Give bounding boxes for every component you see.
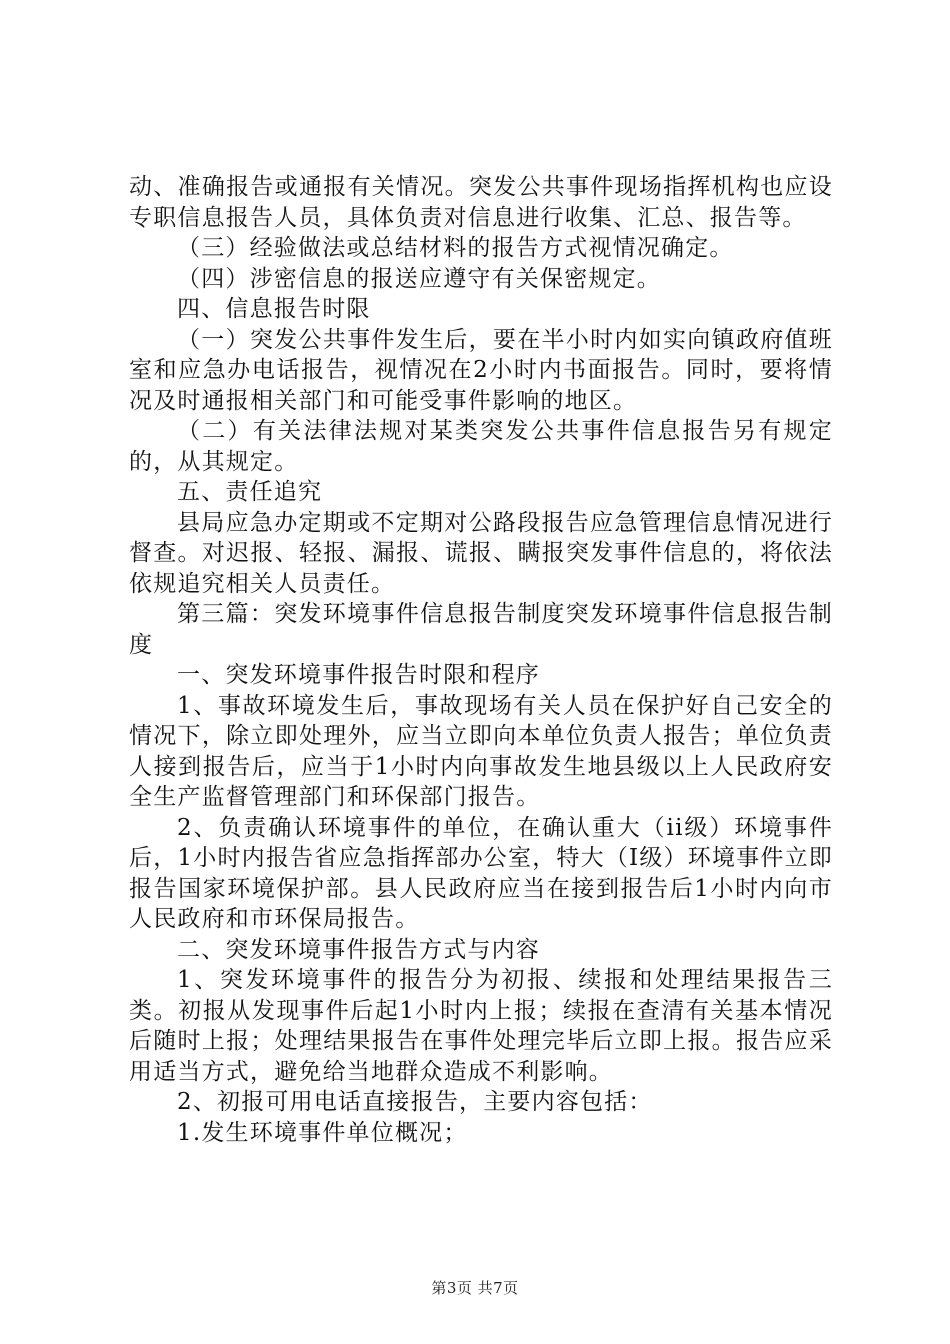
paragraph: （二）有关法律法规对某类突发公共事件信息报告另有规定的，从其规定。 [129, 418, 833, 475]
page-number-label: 第3页 共7页 [431, 1279, 519, 1297]
paragraph: 1.发生环境事件单位概况； [177, 1119, 468, 1146]
paragraph: 县局应急办定期或不定期对公路段报告应急管理信息情况进行督查。对迟报、轻报、漏报、谎报、瞒报突发事件信息的，将依法依规追究相关人员责任。 [129, 509, 833, 597]
section-heading: 二、突发环境事件报告方式与内容 [177, 936, 540, 963]
paragraph: 动、准确报告或通报有关情况。突发公共事件现场指挥机构也应设专职信息报告人员，具体负责对信息进行收集、汇总、报告等。 [129, 174, 833, 231]
paragraph: 2、负责确认环境事件的单位，在确认重大（ii级）环境事件后，1小时内报告省应急指挥部办公室，特大（Ⅰ级）环境事件立即报告国家环境保护部。县人民政府应当在接到报告后1小时内向市人民政府和市环保局报告。 [129, 814, 833, 932]
paragraph: 1、事故环境发生后，事故现场有关人员在保护好自己安全的情况下，除立即处理外，应当立即向本单位负责人报告；单位负责人接到报告后，应当于1小时内向事故发生地县级以上人民政府安全生产监督管理部门和环保部门报告。 [129, 692, 833, 810]
document-body [129, 172, 833, 1148]
paragraph: 1、突发环境事件的报告分为初报、续报和处理结果报告三类。初报从发现事件后起1小时内上报；续报在查清有关基本情况后随时上报；处理结果报告在事件处理完毕后立即上报。报告应采用适当方式，避免给当地群众造成不利影响。 [129, 967, 833, 1085]
section-heading: 一、突发环境事件报告时限和程序 [177, 662, 540, 688]
chapter-heading: 第三篇：突发环境事件信息报告制度突发环境事件信息报告制度 [129, 601, 833, 658]
page-footer [0, 1277, 950, 1298]
paragraph: （三）经验做法或总结材料的报告方式视情况确定。 [177, 235, 734, 261]
paragraph: 2、初报可用电话直接报告，主要内容包括： [177, 1089, 653, 1115]
paragraph: （一）突发公共事件发生后，要在半小时内如实向镇政府值班室和应急办电话报告，视情况在2小时内书面报告。同时，要将情况及时通报相关部门和可能受事件影响的地区。 [129, 326, 833, 414]
paragraph: （四）涉密信息的报送应遵守有关保密规定。 [177, 265, 661, 292]
section-heading: 五、责任追究 [177, 479, 323, 505]
section-heading: 四、信息报告时限 [177, 296, 371, 322]
